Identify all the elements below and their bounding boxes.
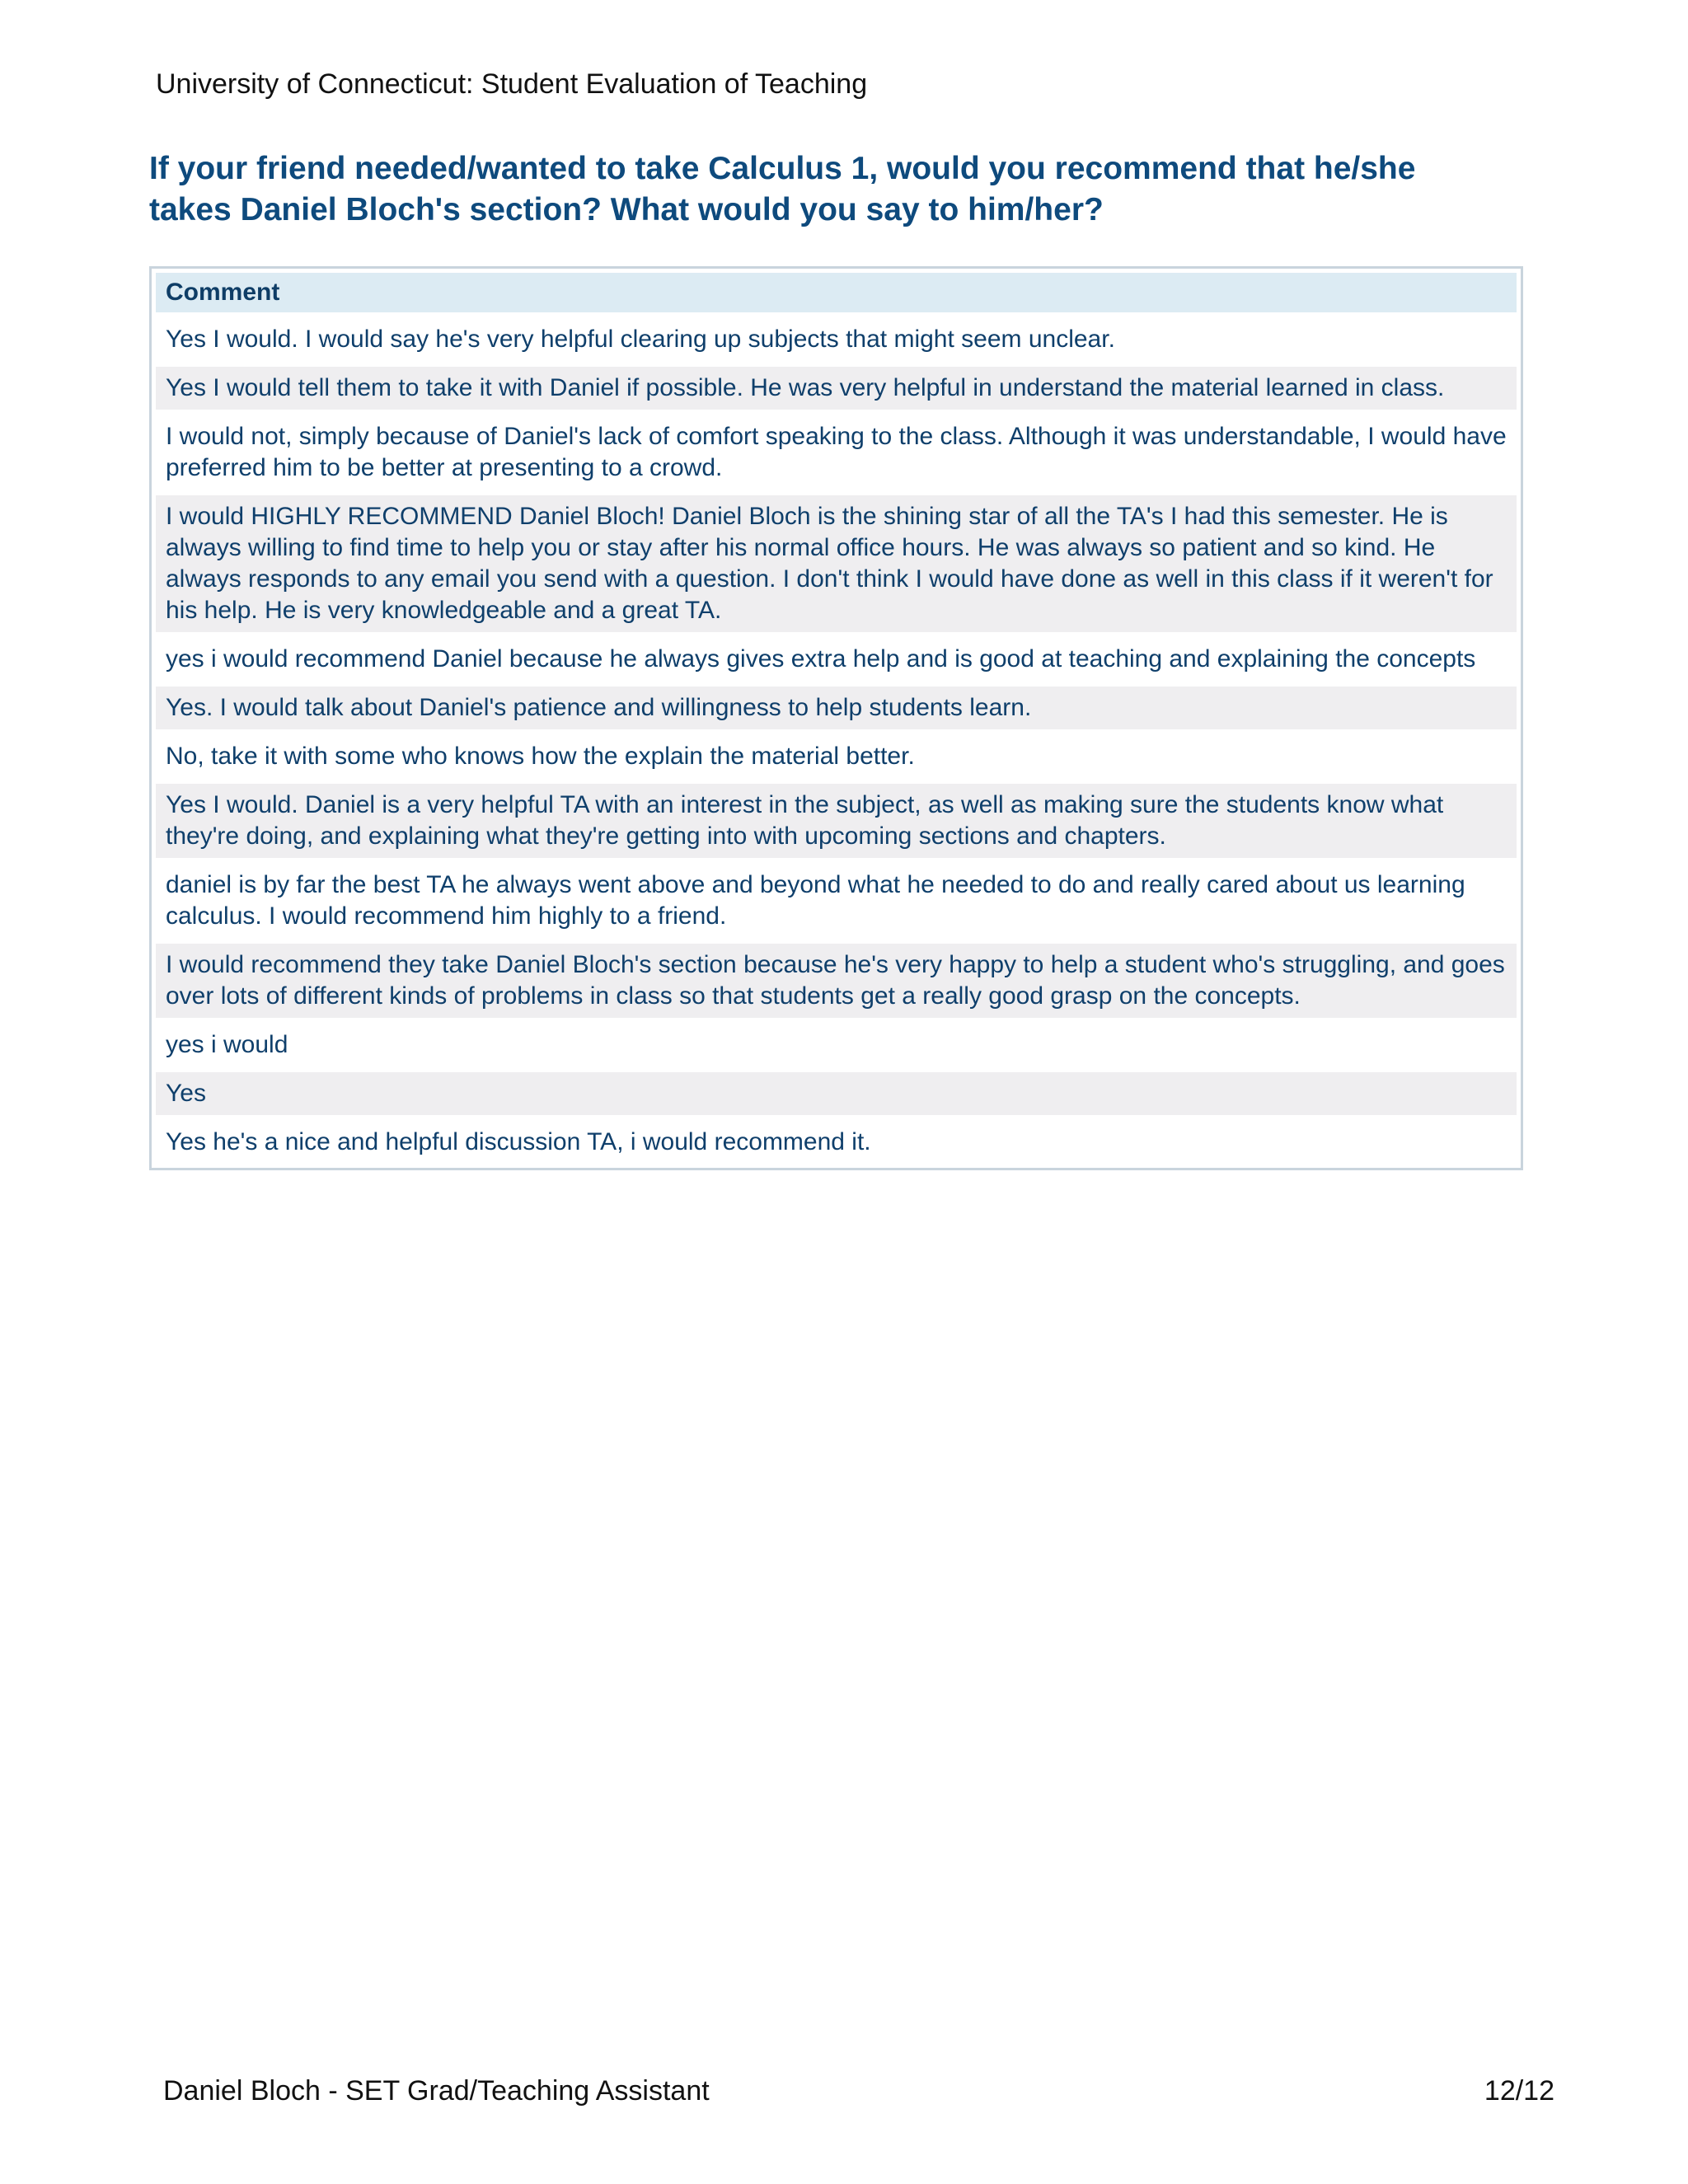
comment-row: No, take it with some who knows how the explain the material better. [166,743,915,770]
comment-row: I would HIGHLY RECOMMEND Daniel Bloch! Daniel Bloch is the shining star of all the TA's I had this semester. He is always willing to find time to help you or stay after his normal office hours. He was always so patient and so kind. He always responds to any email you send with a question. I don't think I would have done as well in this class if it weren't for his help. He is very knowledgeable and a great TA. [156,495,1517,632]
footer-title: Daniel Bloch - SET Grad/Teaching Assistant [163,2075,710,2107]
comment-row: Yes I would tell them to take it with Daniel if possible. He was very helpful in understand the material learned in class. [156,367,1517,410]
comment-row: Yes. I would talk about Daniel's patience and willingness to help students learn. [156,687,1517,729]
question-heading: If your friend needed/wanted to take Calculus 1, would you recommend that he/she takes Daniel Bloch's section? What would you say to him/her? [149,151,1416,227]
page-number: 12/12 [1484,2075,1554,2107]
comment-row: Yes I would. I would say he's very helpful clearing up subjects that might seem unclear. [166,326,1115,353]
column-header-comment: Comment [156,273,1517,312]
comment-row: Yes he's a nice and helpful discussion TA, i would recommend it. [166,1128,871,1155]
comment-row: daniel is by far the best TA he always went above and beyond what he needed to do and really cared about us learning calculus. I would recommend him highly to a friend. [166,871,1465,930]
comment-row: yes i would [166,1031,288,1058]
comment-row: I would not, simply because of Daniel's lack of comfort speaking to the class. Although it was understandable, I would have preferred him to be better at presenting to a crowd. [166,423,1507,481]
comment-row: Yes I would. Daniel is a very helpful TA with an interest in the subject, as well as making sure the students know what they're doing, and explaining what they're getting into with upcoming sections and chapters. [156,784,1517,858]
comment-row: I would recommend they take Daniel Bloch's section because he's very happy to help a student who's struggling, and goes over lots of different kinds of problems in class so that students get a really good grasp on the concepts. [156,944,1517,1018]
comment-row: Yes [156,1072,1517,1115]
comment-row: yes i would recommend Daniel because he always gives extra help and is good at teaching and explaining the concepts [166,645,1476,673]
page-header: University of Connecticut: Student Evaluation of Teaching [156,68,868,100]
comments-table [149,266,1523,1170]
